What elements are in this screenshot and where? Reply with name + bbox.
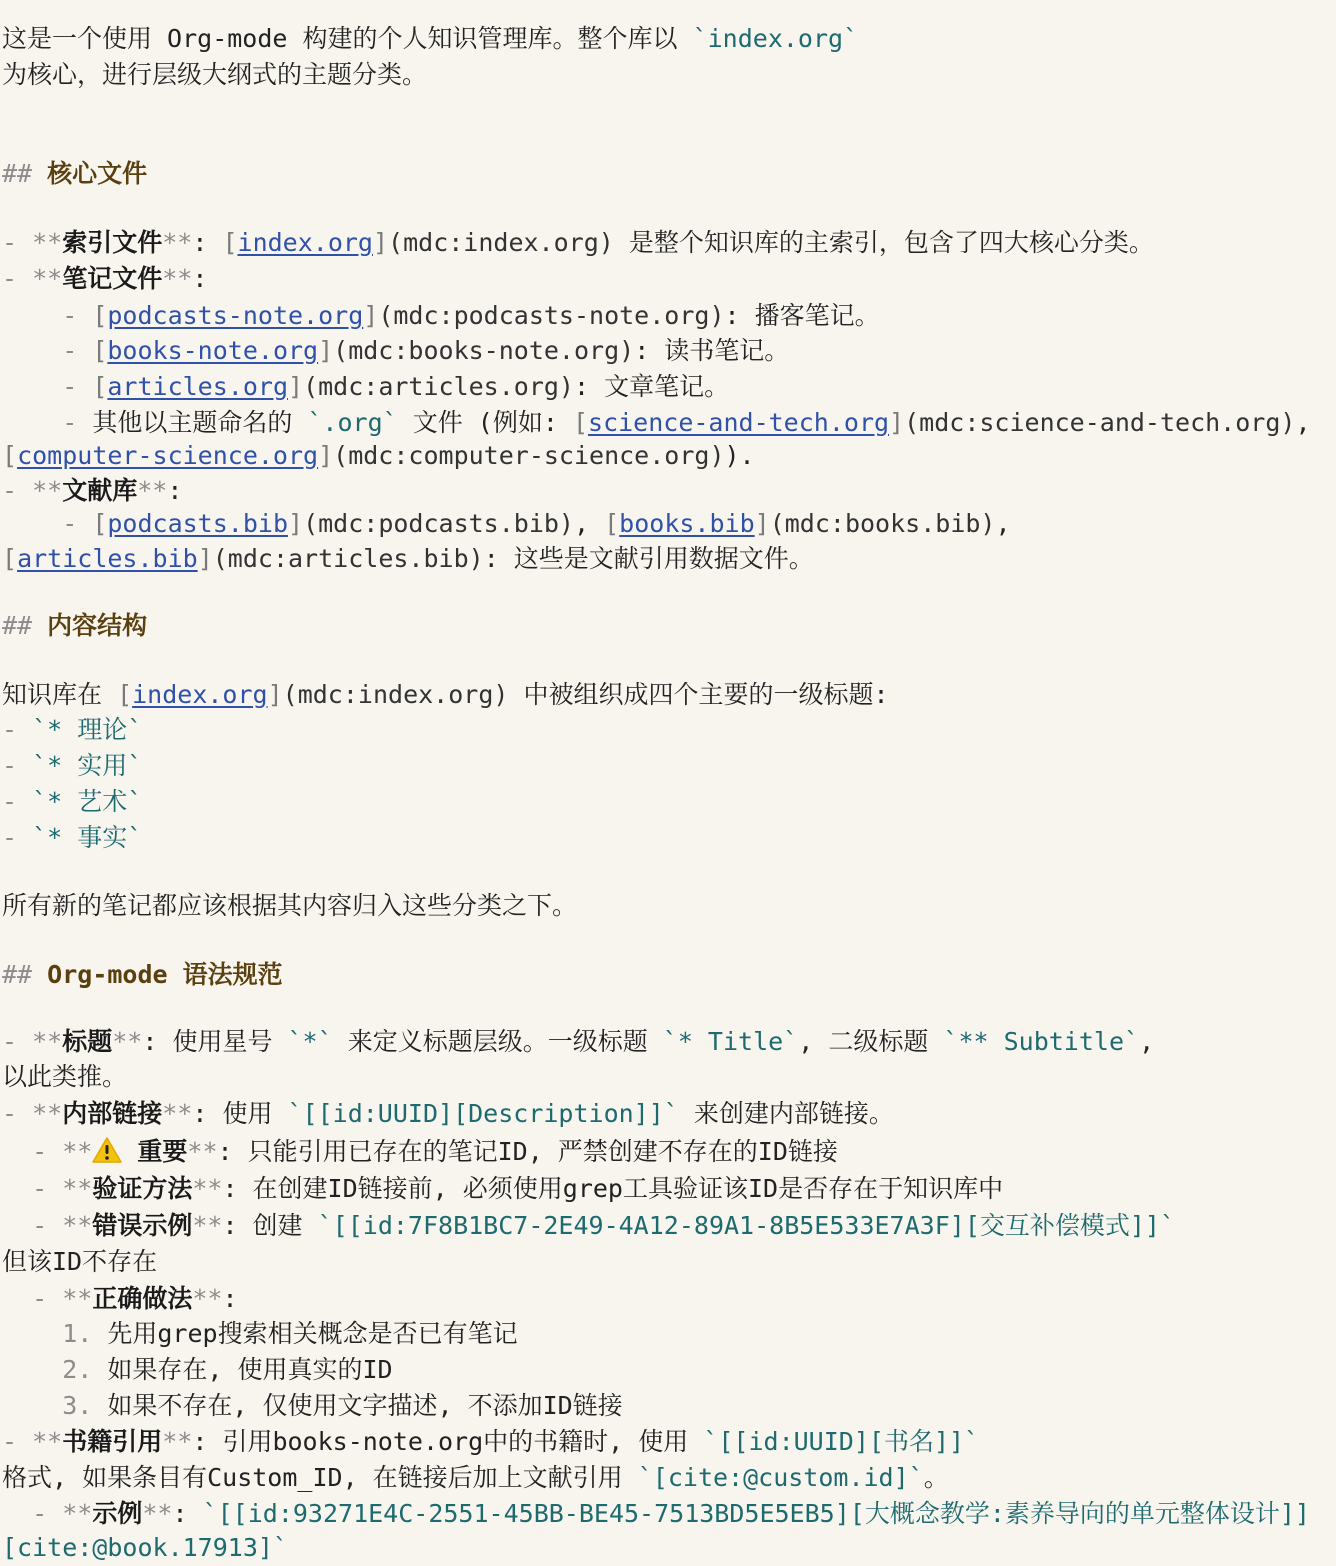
item-text: 来创建内部链接。 [678,1099,894,1128]
separator: , [995,509,1011,538]
inline-code: `[[id:7F8B1BC7-2E49-4A12-89A1-8B5E533E7A3F][交互补偿模式]]` [317,1211,1176,1240]
list-dash: - [2,1099,33,1128]
link-bracket: ] [318,336,334,365]
heading-core-files [2,156,147,192]
list-item-headings [2,1024,1154,1060]
list-item-book-citation [2,1424,979,1460]
link-target: (mdc:science-and-tech.org) [904,408,1296,437]
link-bracket: ] [318,441,334,470]
sub-item-podcasts-note [2,298,880,334]
paragraph-text: 中被组织成四个主要的一级标题: [508,680,889,709]
link-bracket: [ [92,509,108,538]
link-articles-bib[interactable]: articles.bib [17,544,198,573]
item-text: : [172,1499,203,1528]
heading-marker: ## [2,611,33,640]
category-item-fact [2,820,142,856]
category-item-theory [2,712,142,748]
bold-marker: ** [62,1137,93,1166]
list-item-internal-links [2,1096,894,1132]
link-bracket: [ [2,441,18,470]
heading-org-syntax [2,957,283,993]
inline-code: `[[id:UUID][书名]]` [703,1427,980,1456]
inline-code: `* Title` [662,1027,799,1056]
item-text: 格式, 如果条目有Custom_ID, 在链接后加上文献引用 [2,1463,638,1492]
item-text: 如果不存在, 仅使用文字描述, 不添加ID链接 [107,1391,623,1420]
link-books-note[interactable]: books-note.org [107,336,319,365]
sub-item-other-files [2,405,1311,441]
separator: , [1295,408,1311,437]
inline-code: [cite:@book.17913]` [2,1533,288,1562]
intro-line-2: 为核心，进行层级大纲式的主题分类。 [2,60,428,89]
link-bracket: [ [572,408,589,437]
bold-marker: ** [162,228,193,257]
bold-label: 书籍引用 [62,1427,163,1456]
item-text: : 使用 [192,1099,288,1128]
bold-marker: ** [32,1027,63,1056]
inline-code: `index.org` [692,24,859,53]
link-index-org[interactable]: index.org [237,228,373,257]
bold-marker: ** [62,1284,93,1313]
bold-marker: ** [32,264,63,293]
link-bracket: [ [92,372,108,401]
bold-marker: ** [62,1211,93,1240]
list-dash: - [2,823,33,852]
bold-marker: ** [142,1499,173,1528]
link-bracket: ] [288,509,304,538]
sub-item-example-cont [2,1530,288,1566]
colon: : [192,264,208,293]
bold-label: 重要 [122,1137,188,1166]
item-text: 来定义标题层级。一级标题 [332,1027,663,1056]
link-target: (mdc:index.org) [388,228,614,257]
link-bracket: ] [754,509,770,538]
list-dash: - [2,1211,63,1240]
list-item-book-citation-cont [2,1460,949,1496]
link-computer-science[interactable]: computer-science.org [17,441,319,470]
item-text: 。 [923,1463,949,1492]
list-dash: - [2,301,93,330]
link-bracket: [ [2,544,18,573]
link-bracket: [ [92,336,108,365]
bold-marker: ** [137,476,168,505]
sub-item-bib-files [2,506,1011,542]
colon: : [192,228,223,257]
list-item-index-file [2,225,1154,261]
inline-code: `** Subtitle` [943,1027,1140,1056]
link-target: (mdc:index.org) [282,680,509,709]
heading-marker: ## [2,159,33,188]
list-dash: - [2,372,93,401]
bold-label: 文献库 [62,476,138,505]
inline-code: `[[id:93271E4C-2551-45BB-BE45-7513BD5E5EB5][大概念教学:素养导向的单元整体设计]] [202,1499,1310,1528]
link-bracket: ] [889,408,905,437]
bold-label: 标题 [62,1027,113,1056]
list-dash: - [2,1499,63,1528]
bold-marker: ** [32,1099,63,1128]
inline-code: `* 理论` [32,715,143,744]
bold-label: 错误示例 [92,1211,193,1240]
bold-marker: ** [162,1427,193,1456]
link-target: (mdc:books.bib) [769,509,996,538]
inline-code: `* 艺术` [32,787,143,816]
all-notes-paragraph: 所有新的笔记都应该根据其内容归入这些分类之下。 [2,891,578,920]
link-bracket: ] [372,228,389,257]
heading-content-structure [2,608,147,644]
item-text: : 文章笔记。 [574,372,730,401]
sub-item-correct-approach [2,1281,238,1317]
item-text: , 二级标题 [798,1027,944,1056]
category-item-practical [2,748,142,784]
link-bracket: ] [197,544,213,573]
sub-item-wrong-example-cont: 但该ID不存在 [2,1247,158,1276]
bold-marker: ** [62,1499,93,1528]
sub-item-articles [2,369,729,405]
sub-item-example [2,1496,1310,1532]
bold-label: 内部链接 [62,1099,163,1128]
link-podcasts-note[interactable]: podcasts-note.org [107,301,364,330]
list-dash: - [2,751,33,780]
bold-marker: ** [192,1174,223,1203]
heading-text: 核心文件 [47,159,148,188]
bold-marker: ** [112,1027,143,1056]
list-item-bibliography [2,473,182,509]
list-dash: - [2,787,33,816]
item-text: 其他以主题命名的 [92,408,308,437]
link-target: (mdc:podcasts.bib) [303,509,574,538]
item-text: 是整个知识库的主索引，包含了四大核心分类。 [613,228,1154,257]
list-number: 1. [2,1319,108,1348]
list-dash: - [2,1427,33,1456]
item-text: : 引用books-note.org中的书籍时, 使用 [192,1427,704,1456]
link-bracket: [ [222,228,238,257]
item-text: : 在创建ID链接前, 必须使用grep工具验证该ID是否存在于知识库中 [222,1174,1004,1203]
inline-code: `.org` [307,408,398,437]
item-text: : 读书笔记。 [634,336,790,365]
link-bracket: [ [604,509,620,538]
sub-item-other-files-cont [2,438,755,474]
list-dash: - [2,228,33,257]
link-bracket: [ [117,680,133,709]
item-text: : 这些是文献引用数据文件。 [483,544,814,573]
bold-marker: ** [162,264,193,293]
list-dash: - [2,1284,63,1313]
colon: : [222,1284,238,1313]
bold-label: 正确做法 [92,1284,193,1313]
bold-label: 笔记文件 [62,264,163,293]
link-books-bib[interactable]: books.bib [619,509,755,538]
list-dash: - [2,1027,33,1056]
link-target: (mdc:podcasts-note.org) [378,301,725,330]
bold-marker: ** [32,1427,63,1456]
separator: , [574,509,605,538]
list-item-note-files [2,261,207,297]
item-text: : 播客笔记。 [724,301,880,330]
link-target: (mdc:books-note.org) [333,336,635,365]
link-podcasts-bib[interactable]: podcasts.bib [107,509,288,538]
inline-code: `[[id:UUID][Description]]` [287,1099,679,1128]
item-text: ). [724,441,755,470]
list-dash: - [2,336,93,365]
list-dash: - [2,1137,63,1166]
item-text: : 只能引用已存在的笔记ID, 严禁创建不存在的ID链接 [217,1137,838,1166]
ordered-item-3 [2,1388,623,1424]
link-articles[interactable]: articles.org [107,372,288,401]
bold-label: 索引文件 [62,228,163,257]
item-text: 如果存在, 使用真实的ID [107,1355,393,1384]
item-text: : 使用星号 [142,1027,288,1056]
list-dash: - [2,1174,63,1203]
bold-marker: ** [32,228,63,257]
intro-text: 这是一个使用 Org-mode 构建的个人知识管理库。整个库以 [2,24,693,53]
link-bracket: ] [267,680,283,709]
link-science-and-tech[interactable]: science-and-tech.org [588,408,890,437]
ordered-item-1 [2,1316,518,1352]
bold-marker: ** [192,1211,223,1240]
intro-line-1 [2,21,858,57]
ordered-item-2 [2,1352,393,1388]
list-item-headings-cont: 以此类推。 [2,1062,128,1091]
sub-item-books-note [2,333,789,369]
bold-marker: ** [32,476,63,505]
colon: : [167,476,183,505]
inline-code: `*` [287,1027,333,1056]
sub-item-important [2,1134,838,1170]
heading-text: 内容结构 [47,611,148,640]
category-item-art [2,784,142,820]
list-dash: - [2,408,93,437]
sub-item-bib-files-cont [2,541,814,577]
item-text: , [1139,1027,1155,1056]
link-index-org[interactable]: index.org [132,680,268,709]
paragraph-text: 知识库在 [2,680,118,709]
bold-marker: ** [192,1284,223,1313]
link-bracket: [ [92,301,108,330]
bold-label: 示例 [92,1499,143,1528]
bold-label: 验证方法 [92,1174,193,1203]
link-target: (mdc:articles.org) [303,372,574,401]
list-number: 2. [2,1355,108,1384]
link-target: (mdc:articles.bib) [212,544,484,573]
structure-paragraph [2,677,889,713]
inline-code: `* 事实` [32,823,143,852]
heading-text: Org-mode 语法规范 [47,960,283,989]
link-bracket: ] [363,301,379,330]
sub-item-wrong-example [2,1208,1175,1244]
bold-marker: ** [162,1099,193,1128]
bold-marker: ** [62,1174,93,1203]
item-text: 先用grep搜索相关概念是否已有笔记 [107,1319,518,1348]
link-target: (mdc:computer-science.org) [333,441,725,470]
list-dash: - [2,476,33,505]
list-number: 3. [2,1391,108,1420]
inline-code: `* 实用` [32,751,143,780]
warning-icon [92,1137,122,1163]
item-text: : 创建 [222,1211,318,1240]
list-dash: - [2,509,93,538]
item-text: 文件 (例如: [397,408,573,437]
inline-code: `[cite:@custom.id]` [637,1463,924,1492]
bold-marker: ** [187,1137,218,1166]
list-dash: - [2,264,33,293]
list-dash: - [2,715,33,744]
link-bracket: ] [288,372,304,401]
heading-marker: ## [2,960,33,989]
sub-item-verify [2,1171,1003,1207]
